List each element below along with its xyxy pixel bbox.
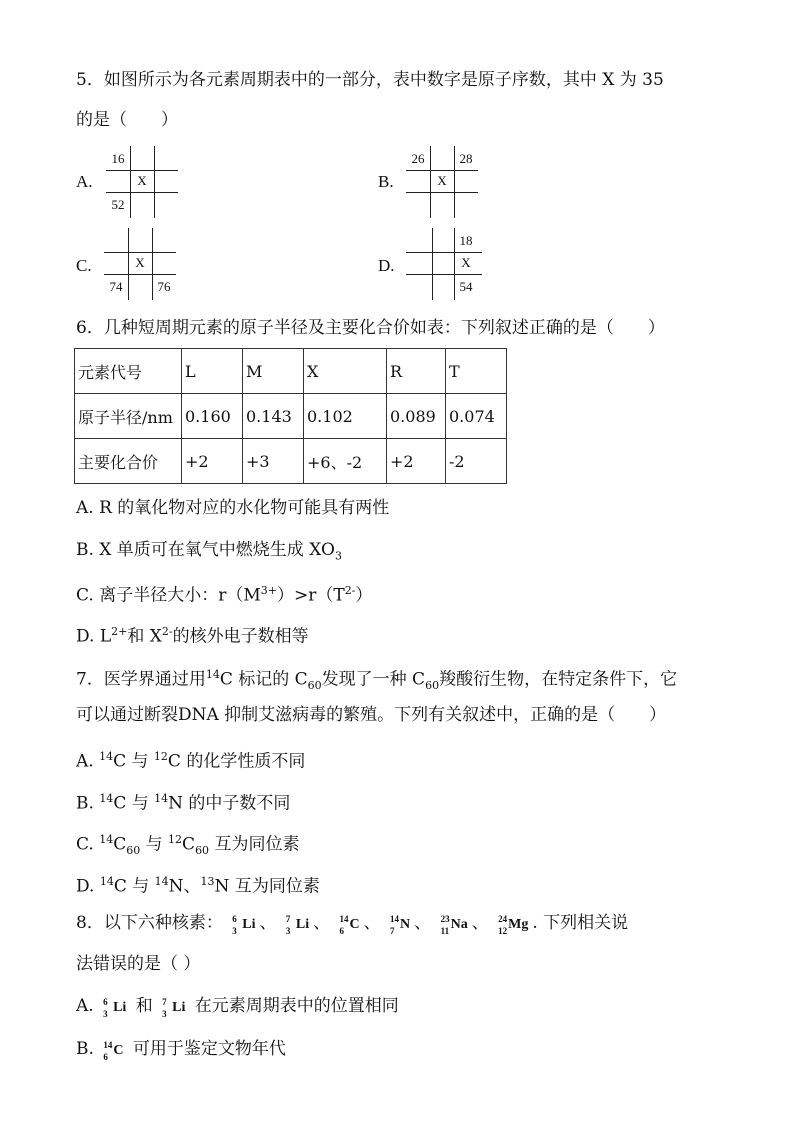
- symbol: Li: [242, 917, 256, 932]
- t: C 与: [113, 751, 154, 772]
- nuclide: [232, 915, 255, 935]
- q6-d-text3: 的核外电子数相等: [172, 626, 309, 647]
- t: A.: [76, 751, 100, 772]
- q5-d-bot: 54: [459, 279, 473, 294]
- q5-c-bot-left: 74: [109, 279, 123, 294]
- mass: 7: [162, 997, 167, 1007]
- q5-b-top-left: 26: [411, 151, 425, 166]
- s: 12: [153, 750, 168, 763]
- q7-option-d: [76, 872, 320, 897]
- q5-stem-line2: 的是（ ）: [76, 110, 178, 130]
- atomic-number: 6: [339, 926, 345, 936]
- q7-s2: 60: [307, 679, 322, 693]
- mass: 7: [285, 914, 291, 924]
- q7-option-a: [76, 747, 305, 772]
- table-cell: 主要化合价: [75, 439, 182, 484]
- atomic-number: 3: [103, 1009, 108, 1019]
- q6-c-sup2: 2-: [344, 584, 356, 597]
- table-cell: +2: [387, 439, 446, 484]
- table-cell: L: [182, 349, 243, 394]
- q8-b-label: B.: [76, 1039, 94, 1059]
- t: C: [113, 834, 127, 855]
- q5-d-top: 18: [459, 233, 473, 248]
- table-cell: +2: [182, 439, 243, 484]
- s: 14: [99, 875, 114, 888]
- q8-b-text: 可用于鉴定文物年代: [132, 1039, 286, 1059]
- q7-t4: 羧酸衍生物，在特定条件下，它: [439, 669, 678, 690]
- s: 14: [99, 750, 114, 763]
- atomic-number: 7: [390, 926, 395, 936]
- q5-option-c-grid: [104, 228, 176, 300]
- q5-option-a-grid: [106, 146, 178, 218]
- q7-stem-line1: [76, 665, 677, 696]
- t: C 与: [113, 876, 155, 897]
- q5-a-x: X: [137, 173, 147, 188]
- table-cell: -2: [446, 439, 507, 484]
- sep: 、: [414, 913, 432, 933]
- q5-a-bot: 52: [111, 197, 125, 212]
- table-cell: +3: [243, 439, 304, 484]
- s: 12: [168, 833, 183, 846]
- symbol: Li: [295, 917, 310, 932]
- q6-d-text1: D. L: [76, 626, 112, 647]
- sep: 、: [313, 913, 331, 933]
- q6-b-sub: 3: [334, 549, 342, 563]
- q6-d-sup1: 2+: [111, 625, 128, 638]
- symbol: N: [400, 917, 411, 932]
- atomic-number: 12: [498, 926, 508, 936]
- mass: 14: [390, 914, 400, 924]
- q7-option-c: [76, 830, 299, 861]
- table-cell: 0.143: [243, 394, 304, 439]
- t: N、: [168, 876, 201, 897]
- q6-c-text2: ）>r（T: [276, 585, 345, 606]
- q5-d-x: X: [461, 255, 471, 270]
- q7-t3: 发现了一种 C: [321, 669, 426, 690]
- q7-stem-line2: 可以通过断裂DNA 抑制艾滋病毒的繁殖。下列有关叙述中，正确的是（ ）: [76, 705, 667, 725]
- q6-c-text1: C. 离子半径大小：r（M: [76, 585, 261, 606]
- t: 互为同位素: [209, 834, 300, 855]
- symbol: C: [349, 917, 360, 932]
- q5-option-a-label: A.: [76, 172, 93, 191]
- table-cell: 元素代号: [75, 349, 182, 394]
- q6-table: [74, 348, 507, 484]
- mass: 6: [232, 914, 237, 924]
- sep: 、: [363, 913, 381, 933]
- atomic-number: 6: [103, 1052, 108, 1062]
- q7-option-b: [76, 789, 290, 814]
- table-cell: +6、-2: [304, 439, 387, 484]
- t: C.: [76, 834, 100, 855]
- t: B.: [76, 793, 100, 814]
- s: 14: [154, 792, 169, 805]
- q8-stem-line2: 法错误的是（ ）: [76, 954, 201, 974]
- nuclide: [103, 1041, 123, 1061]
- q5-c-x: X: [135, 255, 145, 270]
- q8-option-b: [76, 1039, 286, 1061]
- q6-option-b: [76, 540, 342, 566]
- nuclide: [286, 915, 309, 935]
- s: 60: [126, 844, 141, 858]
- mass: 23: [440, 914, 450, 924]
- q5-b-top-right: 28: [459, 151, 473, 166]
- symbol: Na: [450, 917, 468, 932]
- atomic-number: 11: [440, 926, 450, 936]
- q7-s3: 60: [425, 679, 440, 693]
- symbol: Li: [113, 1000, 127, 1015]
- table-cell: 0.089: [387, 394, 446, 439]
- s: 14: [99, 833, 114, 846]
- table-cell: 原子半径/nm: [75, 394, 182, 439]
- q5-a-top: 16: [111, 151, 125, 166]
- q5-option-b-label: B.: [378, 172, 394, 191]
- symbol: Mg: [508, 917, 529, 932]
- t: C: [182, 834, 196, 855]
- atomic-number: 3: [285, 926, 291, 936]
- q6-option-c: [76, 581, 372, 606]
- q5-option-b-grid: [406, 146, 478, 218]
- q6-stem: 6．几种短周期元素的原子半径及主要化合价如表：下列叙述正确的是（ ）: [76, 318, 665, 338]
- table-cell: 0.074: [446, 394, 507, 439]
- symbol: Li: [172, 1000, 186, 1015]
- t: C 与: [113, 793, 155, 814]
- mass: 6: [103, 997, 108, 1007]
- q5-option-d-grid: [406, 228, 482, 300]
- q6-option-d: [76, 622, 309, 647]
- q8-stem-line1: [76, 913, 628, 935]
- nuclide: [390, 915, 410, 935]
- q8-t1: 8．以下六种核素：: [76, 913, 223, 933]
- q8-a-and: 和: [135, 996, 153, 1016]
- q6-d-text2: 和 X: [127, 626, 162, 647]
- nuclide: [340, 915, 360, 935]
- q7-t2: C 标记的 C: [219, 669, 308, 690]
- table-cell: M: [243, 349, 304, 394]
- q7-s1: 14: [205, 668, 220, 681]
- nuclide: [103, 998, 126, 1018]
- table-cell: T: [446, 349, 507, 394]
- q6-option-a: A. R 的氧化物对应的水化物可能具有两性: [76, 498, 390, 518]
- symbol: C: [113, 1043, 124, 1058]
- s: 13: [200, 875, 215, 888]
- mass: 24: [498, 914, 508, 924]
- nuclide: [441, 915, 468, 935]
- table-row: [75, 439, 507, 484]
- q5-b-x: X: [437, 173, 447, 188]
- t: 与: [140, 834, 169, 855]
- sep: 、: [259, 913, 277, 933]
- table-row: [75, 394, 507, 439]
- q8-t2: . 下列相关说: [532, 913, 629, 933]
- q8-a-text: 在元素周期表中的位置相同: [194, 996, 399, 1016]
- atomic-number: 3: [162, 1009, 167, 1019]
- mass: 14: [339, 914, 349, 924]
- q7-t1: 7．医学界通过用: [76, 669, 206, 690]
- t: N 互为同位素: [214, 876, 320, 897]
- q8-a-label: A.: [76, 996, 94, 1016]
- s: 60: [195, 844, 210, 858]
- q8-option-a: [76, 996, 399, 1018]
- table-cell: X: [304, 349, 387, 394]
- s: 14: [154, 875, 169, 888]
- table-row: [75, 349, 507, 394]
- sep: 、: [471, 913, 489, 933]
- nuclide: [162, 998, 185, 1018]
- q5-c-bot-right: 76: [157, 279, 171, 294]
- t: D.: [76, 876, 100, 897]
- table-cell: 0.160: [182, 394, 243, 439]
- atomic-number: 3: [232, 926, 237, 936]
- s: 14: [99, 792, 114, 805]
- mass: 14: [103, 1040, 113, 1050]
- table-cell: 0.102: [304, 394, 387, 439]
- nuclide: [498, 915, 528, 935]
- q5-option-d-label: D.: [378, 256, 395, 275]
- t: N 的中子数不同: [168, 793, 291, 814]
- q6-d-sup2: 2-: [161, 625, 173, 638]
- q6-c-sup1: 3+: [260, 584, 277, 597]
- q6-b-text: B. X 单质可在氧气中燃烧生成 XO: [76, 540, 335, 560]
- t: C 的化学性质不同: [167, 751, 306, 772]
- q5-stem-line1: 5．如图所示为各元素周期表中的一部分，表中数字是原子序数，其中 X 为 35: [76, 70, 664, 90]
- q6-c-text3: ）: [355, 585, 373, 606]
- q5-option-c-label: C.: [76, 256, 92, 275]
- table-cell: R: [387, 349, 446, 394]
